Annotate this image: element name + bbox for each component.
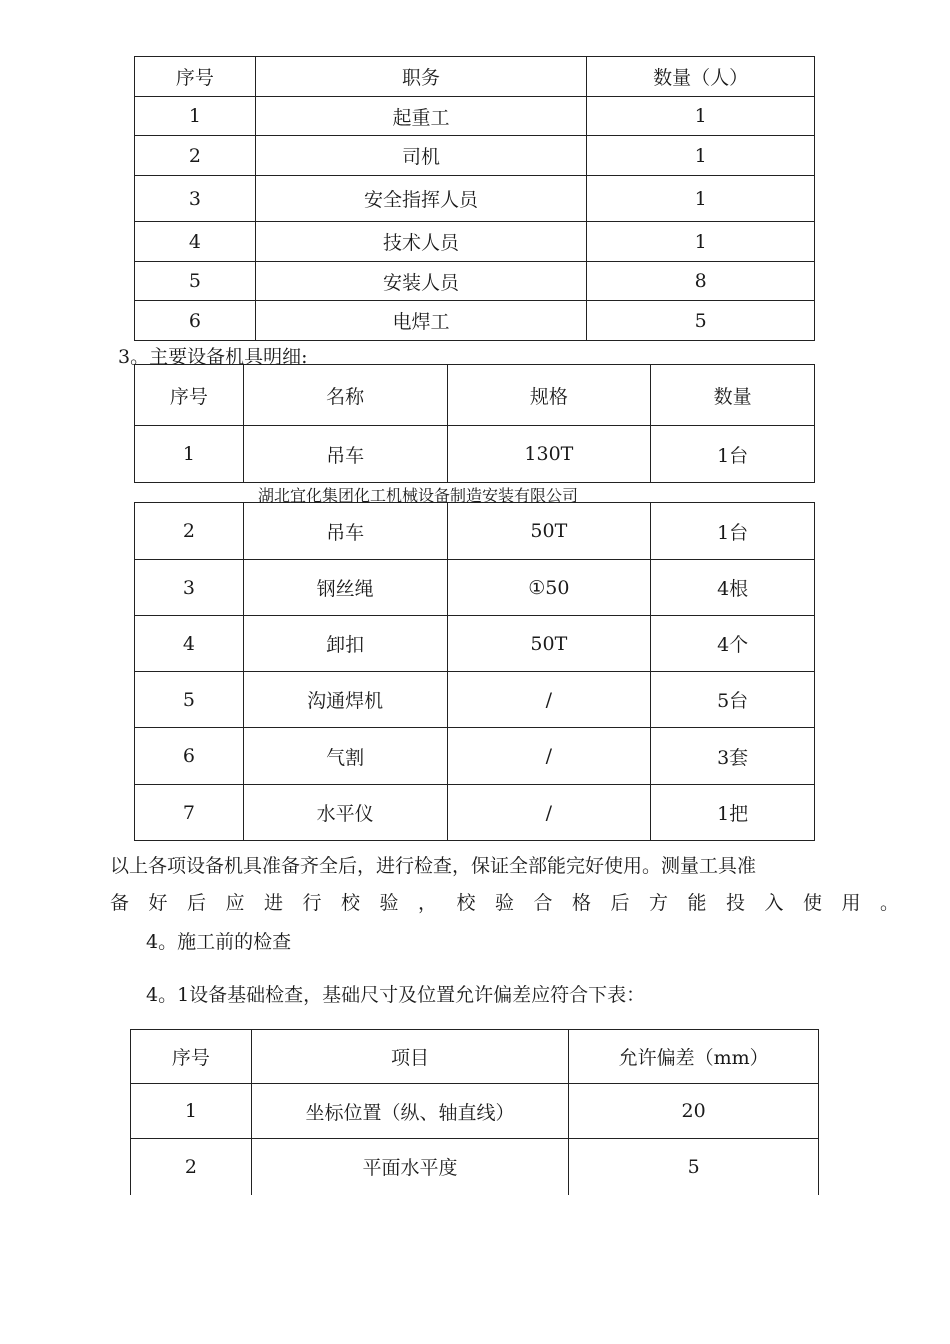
table-cell: 1 (587, 222, 815, 262)
table-cell: 8 (587, 262, 815, 301)
table-cell: 起重工 (255, 97, 586, 136)
table-cell: 电焊工 (255, 301, 586, 341)
table-cell: 1 (135, 426, 244, 483)
table-cell: 50T (447, 616, 651, 672)
header-cell: 职务 (255, 57, 586, 97)
table-row (131, 1139, 819, 1195)
table-cell: 6 (135, 728, 244, 785)
table-cell: 1台 (651, 426, 815, 483)
table-row (135, 222, 815, 262)
table-cell: 卸扣 (243, 616, 447, 672)
table-cell: 气割 (243, 728, 447, 785)
table-cell: 坐标位置（纵、轴直线） (251, 1084, 569, 1139)
table-row (135, 426, 815, 483)
equipment-table-continued (134, 502, 815, 841)
header-cell: 规格 (447, 365, 651, 426)
table-row (135, 672, 815, 728)
header-cell: 名称 (243, 365, 447, 426)
table-cell: / (447, 672, 651, 728)
table-cell: 3套 (651, 728, 815, 785)
header-cell: 序号 (135, 365, 244, 426)
table-cell: 1台 (651, 503, 815, 560)
table-cell: / (447, 728, 651, 785)
table-header-row (135, 365, 815, 426)
table-row (131, 1084, 819, 1139)
table-cell: 5 (135, 672, 244, 728)
table-row (135, 785, 815, 841)
header-cell: 允许偏差（mm） (569, 1030, 819, 1084)
table-cell: 安全指挥人员 (255, 176, 586, 222)
table-row (135, 136, 815, 176)
table-cell: 技术人员 (255, 222, 586, 262)
table-cell: 5 (587, 301, 815, 341)
table-cell: 4根 (651, 560, 815, 616)
paragraph-line: 备好后应进行校验，校验合格后方能投入使用。 (110, 892, 919, 914)
header-cell: 序号 (131, 1030, 252, 1084)
table-cell: 1把 (651, 785, 815, 841)
deviation-table (130, 1029, 819, 1195)
table-row (135, 262, 815, 301)
subsection-text: 4。1设备基础检查，基础尺寸及位置允许偏差应符合下表： (146, 984, 646, 1006)
personnel-table (134, 56, 815, 341)
equipment-table (134, 364, 815, 483)
table-cell: 1 (135, 97, 256, 136)
table-cell: 1 (587, 176, 815, 222)
table-cell: 1 (587, 97, 815, 136)
table-cell: 水平仪 (243, 785, 447, 841)
table-cell: 7 (135, 785, 244, 841)
table-cell: 4 (135, 616, 244, 672)
table-cell: 3 (135, 560, 244, 616)
table-cell: 5 (135, 262, 256, 301)
table-row (135, 616, 815, 672)
section-heading: 3。主要设备机具明细: (118, 346, 308, 368)
table-cell: 司机 (255, 136, 586, 176)
table-cell: 2 (135, 136, 256, 176)
table-cell: 4个 (651, 616, 815, 672)
table-row (135, 503, 815, 560)
table-cell: 130T (447, 426, 651, 483)
table-row (135, 176, 815, 222)
table-header-row (135, 57, 815, 97)
table-row (135, 301, 815, 341)
table-cell: 1 (131, 1084, 252, 1139)
table-cell: 平面水平度 (251, 1139, 569, 1195)
table-cell: 20 (569, 1084, 819, 1139)
table-cell: 2 (135, 503, 244, 560)
table-cell: 5 (569, 1139, 819, 1195)
table-row (135, 560, 815, 616)
table-cell: 吊车 (243, 426, 447, 483)
table-header-row (131, 1030, 819, 1084)
table-cell: 4 (135, 222, 256, 262)
page-footer: 湖北宜化集团化工机械设备制造安装有限公司 (258, 486, 579, 505)
table-cell: / (447, 785, 651, 841)
paragraph-line: 以上各项设备机具准备齐全后，进行检查，保证全部能完好使用。测量工具准 (110, 855, 757, 877)
table-cell: 50T (447, 503, 651, 560)
table-cell: 6 (135, 301, 256, 341)
header-cell: 项目 (251, 1030, 569, 1084)
table-cell: 沟通焊机 (243, 672, 447, 728)
table-cell: 1 (587, 136, 815, 176)
table-row (135, 97, 815, 136)
table-cell: 钢丝绳 (243, 560, 447, 616)
section-heading: 4。施工前的检查 (146, 931, 292, 953)
table-cell: 5台 (651, 672, 815, 728)
header-cell: 数量 (651, 365, 815, 426)
header-cell: 数量（人） (587, 57, 815, 97)
table-row (135, 728, 815, 785)
table-cell: 安装人员 (255, 262, 586, 301)
table-cell: ①50 (447, 560, 651, 616)
table-cell: 3 (135, 176, 256, 222)
header-cell: 序号 (135, 57, 256, 97)
table-cell: 吊车 (243, 503, 447, 560)
table-cell: 2 (131, 1139, 252, 1195)
